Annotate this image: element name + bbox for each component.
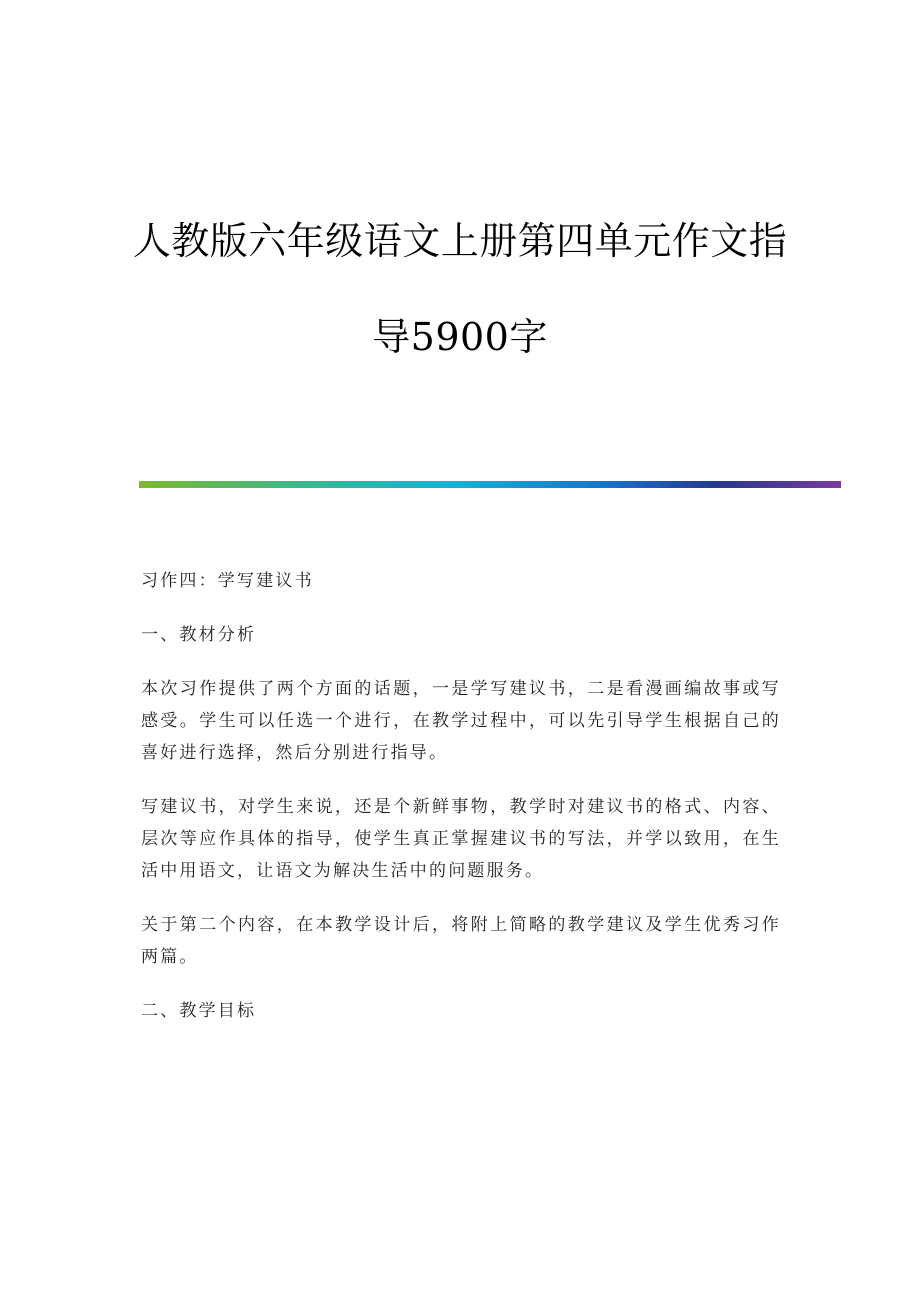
section-heading-goals: 二、教学目标 — [141, 1001, 257, 1021]
gradient-divider — [139, 481, 841, 488]
title-line-1: 人教版六年级语文上册第四单元作文指 — [132, 219, 788, 263]
body-paragraph: 本次习作提供了两个方面的话题，一是学写建议书，二是看漫画编故事或写感受。学生可以任选一个进行，在教学过程中，可以先引导学生根据自己的喜好进行选择，然后分别进行指导。 — [141, 679, 781, 763]
document-title — [0, 212, 920, 366]
body-paragraph: 写建议书，对学生来说，还是个新鲜事物，教学时对建议书的格式、内容、层次等应作具体的指导，使学生真正掌握建议书的写法，并学以致用，在生活中用语文，让语文为解决生活中的问题服务。 — [141, 797, 781, 881]
section-heading-assignment: 习作四：学写建议书 — [141, 571, 314, 591]
document-body — [141, 565, 781, 1049]
title-line-2: 导5900字 — [372, 315, 548, 359]
body-paragraph: 关于第二个内容，在本教学设计后，将附上简略的教学建议及学生优秀习作两篇。 — [141, 915, 781, 967]
section-heading-analysis: 一、教材分析 — [141, 625, 257, 645]
